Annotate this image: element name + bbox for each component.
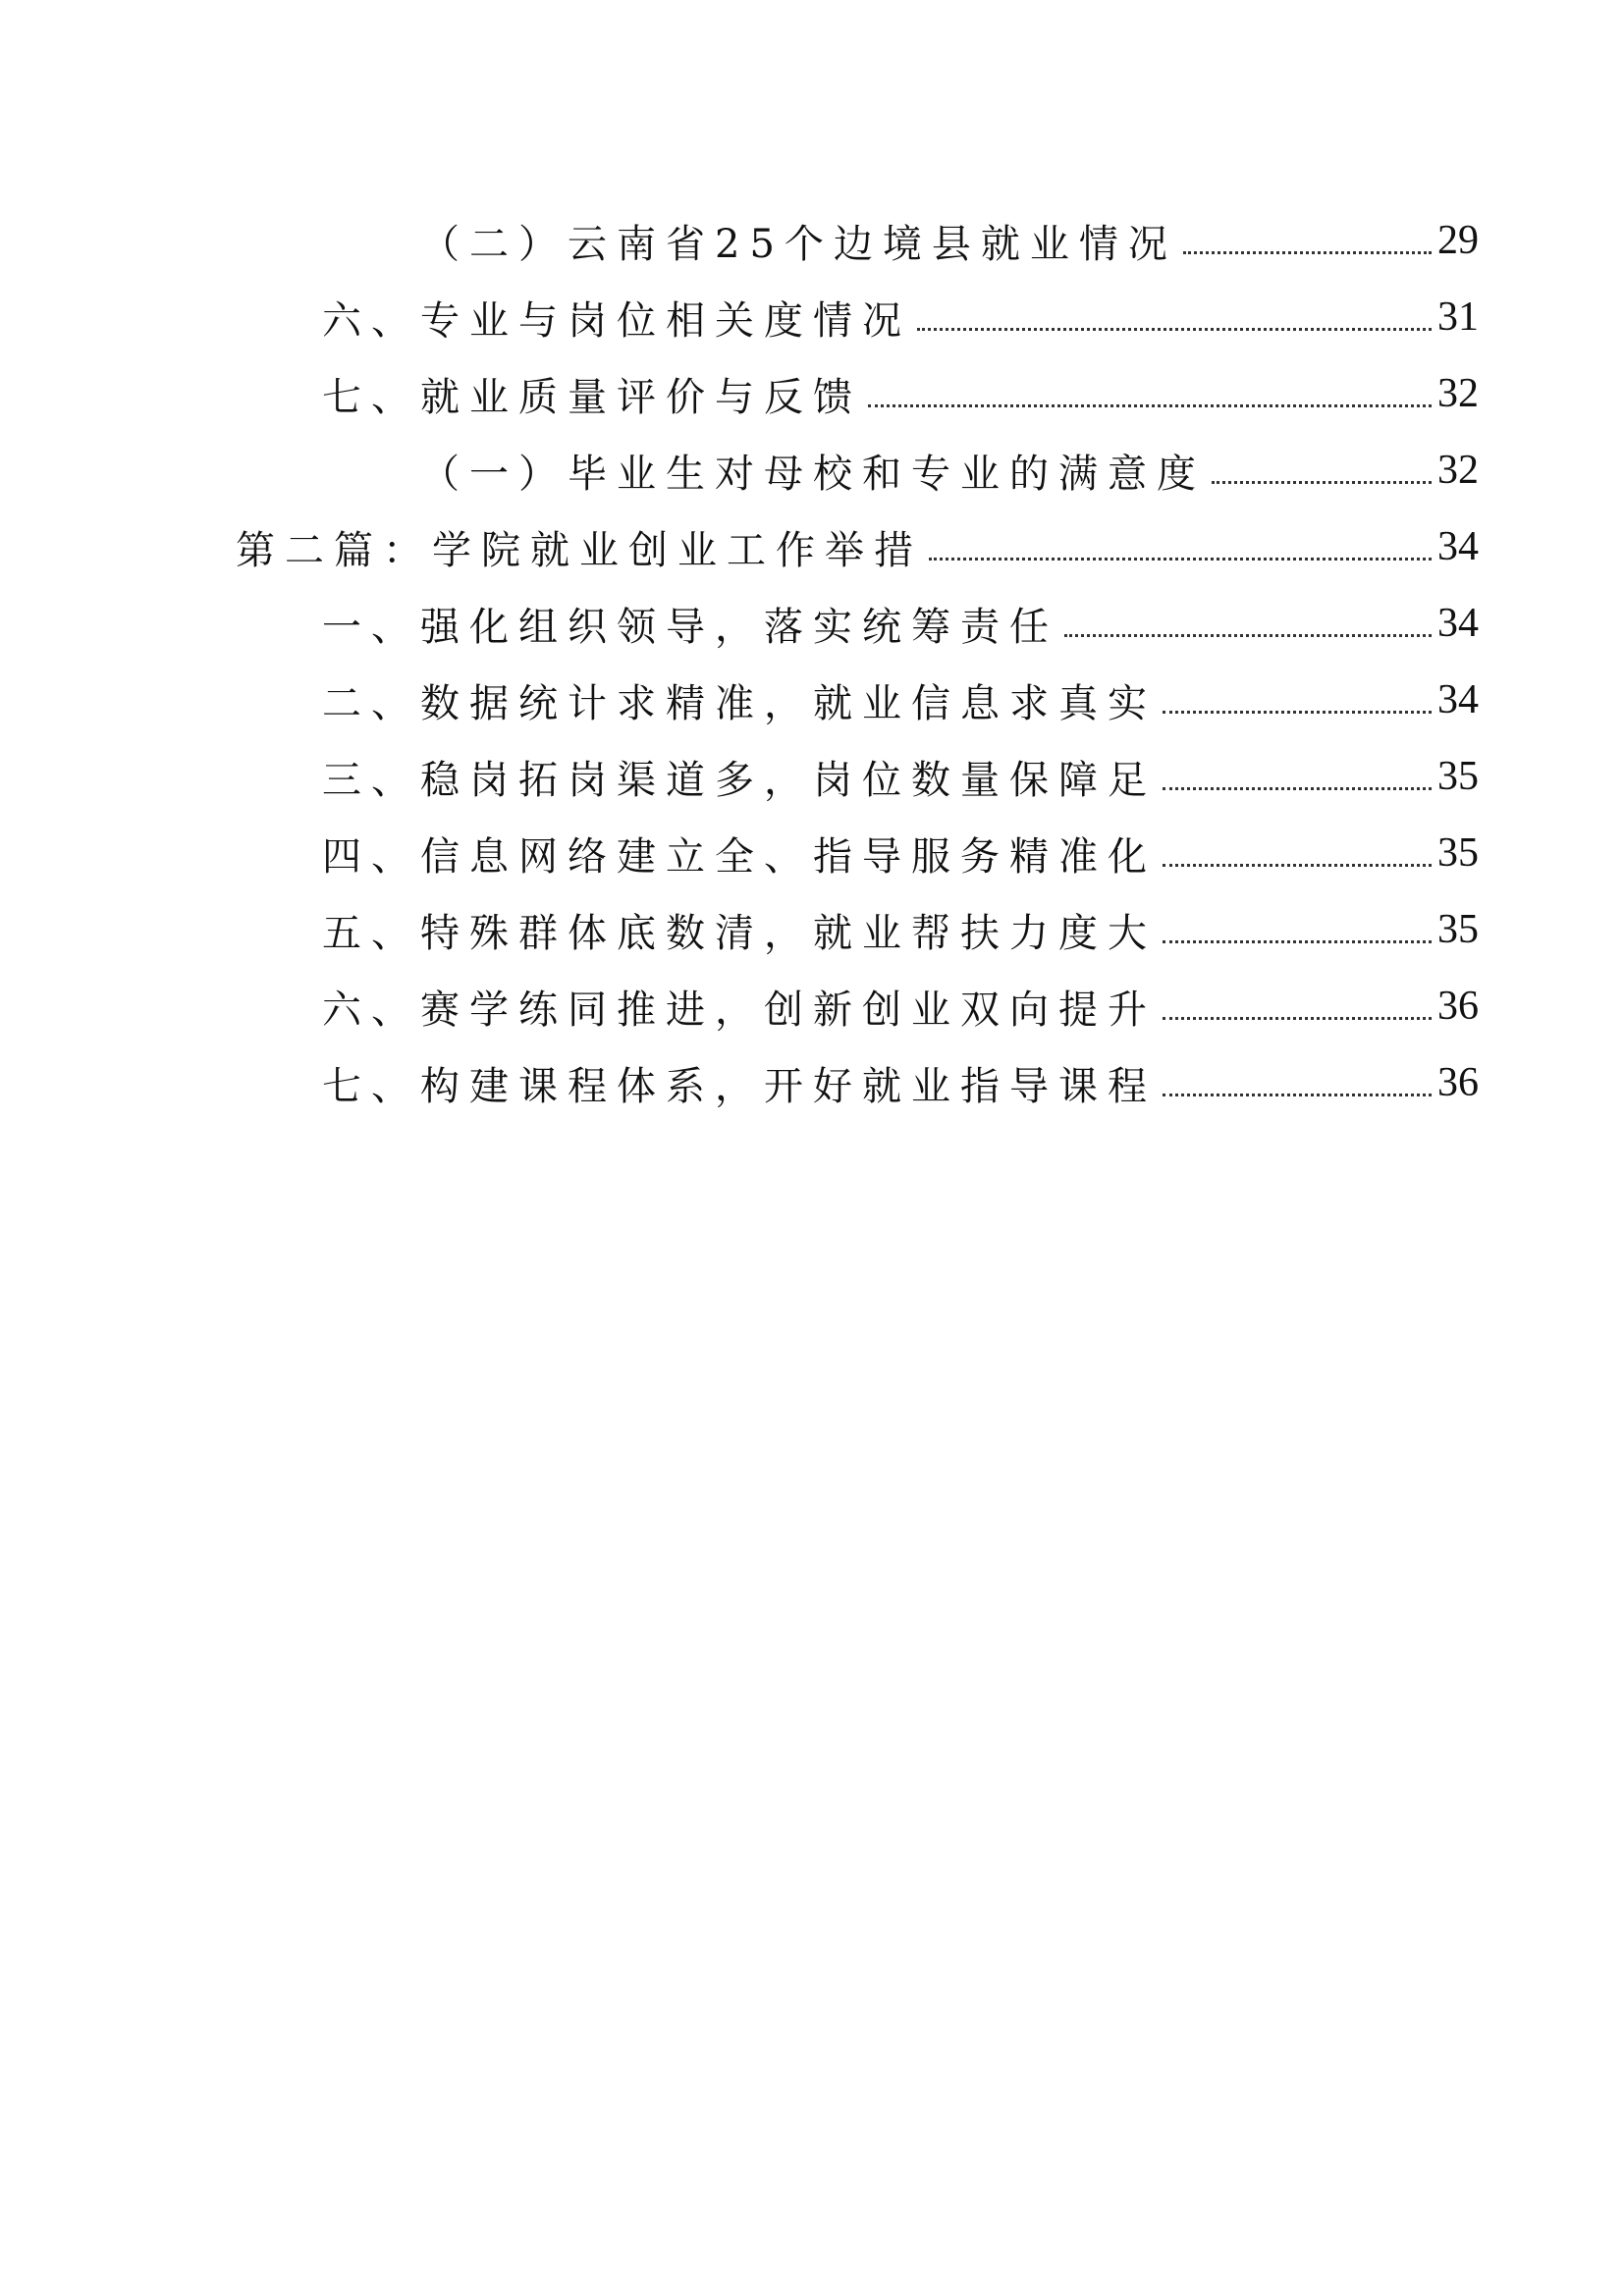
toc-dot-leader bbox=[917, 328, 1432, 331]
toc-entry-title: 六、赛学练同推进，创新创业双向提升 bbox=[322, 987, 1157, 1033]
toc-entry[interactable] bbox=[236, 512, 1479, 581]
toc-page-number: 35 bbox=[1437, 754, 1479, 799]
toc-entry[interactable] bbox=[322, 1048, 1479, 1117]
toc-page-number: 34 bbox=[1437, 677, 1479, 722]
toc-page-number: 34 bbox=[1437, 601, 1479, 646]
toc-entry-title: 第二篇：学院就业创业工作举措 bbox=[236, 527, 923, 573]
toc-dot-leader bbox=[1183, 251, 1432, 254]
toc-entry-title: （二）云南省25个边境县就业情况 bbox=[420, 221, 1177, 267]
toc-page-number: 36 bbox=[1437, 984, 1479, 1029]
toc-dot-leader bbox=[1163, 1017, 1432, 1020]
toc-entry-title: 三、稳岗拓岗渠道多，岗位数量保障足 bbox=[322, 757, 1157, 803]
toc-entry[interactable] bbox=[322, 895, 1479, 964]
toc-page-number: 35 bbox=[1437, 907, 1479, 952]
toc-entry[interactable] bbox=[322, 819, 1479, 887]
toc-dot-leader bbox=[929, 558, 1432, 561]
toc-page-number: 32 bbox=[1437, 448, 1479, 493]
toc-entry[interactable] bbox=[322, 283, 1479, 351]
toc-entry-title: 五、特殊群体底数清，就业帮扶力度大 bbox=[322, 910, 1157, 956]
toc-page-number: 35 bbox=[1437, 830, 1479, 876]
toc-entry[interactable] bbox=[420, 206, 1479, 275]
toc-entry[interactable] bbox=[322, 666, 1479, 734]
toc-dot-leader bbox=[1212, 481, 1432, 484]
toc-entry[interactable] bbox=[322, 359, 1479, 428]
toc-dot-leader bbox=[1064, 634, 1432, 637]
toc-dot-leader bbox=[1163, 711, 1432, 714]
toc-entry-title: 一、强化组织领导，落实统筹责任 bbox=[322, 604, 1058, 650]
toc-page-number: 31 bbox=[1437, 294, 1479, 340]
toc-entry-title: （一）毕业生对母校和专业的满意度 bbox=[420, 451, 1206, 497]
toc-entry-title: 七、构建课程体系，开好就业指导课程 bbox=[322, 1063, 1157, 1109]
toc-page-number: 36 bbox=[1437, 1060, 1479, 1105]
toc-dot-leader bbox=[1163, 1094, 1432, 1096]
toc-entry[interactable] bbox=[322, 972, 1479, 1041]
toc-entry-title: 四、信息网络建立全、指导服务精准化 bbox=[322, 833, 1157, 880]
toc-dot-leader bbox=[1163, 940, 1432, 943]
toc-entry-title: 二、数据统计求精准，就业信息求真实 bbox=[322, 680, 1157, 726]
toc-entry[interactable] bbox=[420, 436, 1479, 505]
toc-entry[interactable] bbox=[322, 589, 1479, 658]
toc-dot-leader bbox=[1163, 864, 1432, 867]
toc-page-number: 29 bbox=[1437, 218, 1479, 263]
toc-entry[interactable] bbox=[322, 742, 1479, 811]
toc-entry-title: 七、就业质量评价与反馈 bbox=[322, 374, 862, 420]
toc-entry-title: 六、专业与岗位相关度情况 bbox=[322, 297, 911, 344]
toc-dot-leader bbox=[1163, 787, 1432, 790]
toc-page-number: 34 bbox=[1437, 524, 1479, 569]
toc-dot-leader bbox=[868, 404, 1432, 407]
toc-page-number: 32 bbox=[1437, 371, 1479, 416]
